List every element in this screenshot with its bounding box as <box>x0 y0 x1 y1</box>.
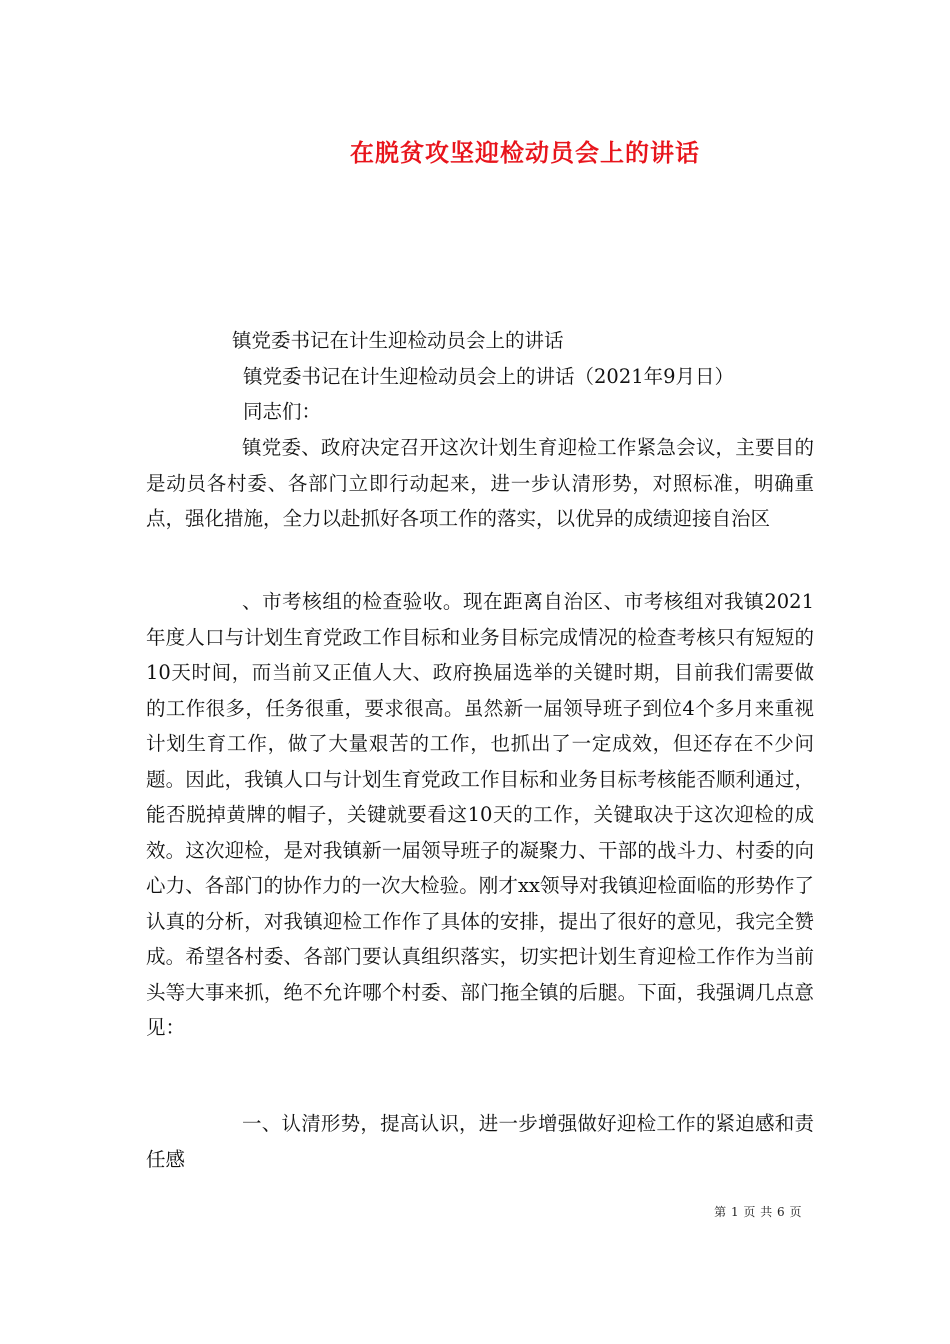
page-number-footer: 第 1 页 共 6 页 <box>714 1205 802 1219</box>
document-title: 在脱贫攻坚迎检动员会上的讲话 <box>350 138 700 167</box>
section-heading-1: 一、认清形势，提高认识，进一步增强做好迎检工作的紧迫感和责任感 <box>146 1112 814 1171</box>
document-subtitle: 镇党委书记在计生迎检动员会上的讲话 <box>232 329 564 352</box>
salutation: 同志们： <box>243 400 322 423</box>
document-subtitle-dated: 镇党委书记在计生迎检动员会上的讲话（2021年9月日） <box>243 365 735 388</box>
body-paragraph-2: 、市考核组的检查验收。现在距离自治区、市考核组对我镇2021年度人口与计划生育党政工作目标和业务目标完成情况的检查考核只有短短的10天时间，而当前又正值人大、政府换届选举的关键时期，目前我们需要做的工作很多，任务很重，要求很高。虽然新一届领导班子到位4个多月来重视计划生育工作，做了大量艰苦的工作，也抓出了一定成效，但还存在不少问题。因此，我镇人口与计划生育党政工作目标和业务目标考核能否顺利通过，能否脱掉黄牌的帽子，关键就要看这10天的工作，关键取决于这次迎检的成效。这次迎检，是对我镇新一届领导班子的凝聚力、干部的战斗力、村委的向心力、各部门的协作力的一次大检验。刚才xx领导对我镇迎检面临的形势作了认真的分析，对我镇迎检工作作了具体的安排，提出了很好的意见，我完全赞成。希望各村委、各部门要认真组织落实，切实把计划生育迎检工作作为当前头等大事来抓，绝不允许哪个村委、部门拖全镇的后腿。下面，我强调几点意见： <box>146 590 814 1039</box>
body-paragraph-1: 镇党委、政府决定召开这次计划生育迎检工作紧急会议，主要目的是动员各村委、各部门立即行动起来，进一步认清形势，对照标准，明确重点，强化措施，全力以赴抓好各项工作的落实，以优异的成绩迎接自治区 <box>146 436 814 530</box>
